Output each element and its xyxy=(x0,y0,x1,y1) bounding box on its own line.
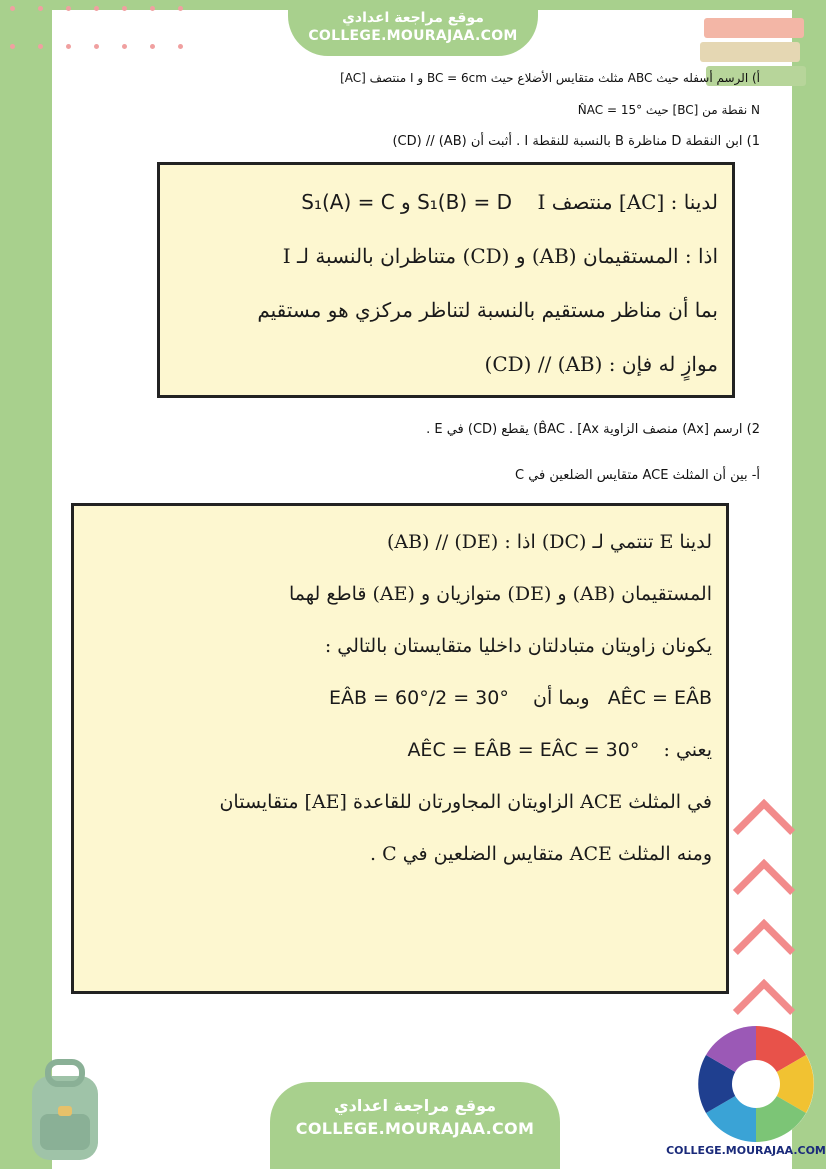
frame-right xyxy=(792,0,826,1169)
answer2-line-6: في المثلث ACE الزاويتان المجاورتان للقاعدة [AE] متقايستان xyxy=(219,791,712,813)
answer2-line-5-math: AÊC = EÂB = EÂC = 30° xyxy=(407,739,640,761)
question-2: 2) ارسم [Ax) منصف الزاوية B̂AC . [Ax) يقطع (CD) في E . xyxy=(426,422,760,437)
question-1: 1) ابن النقطة D مناظرة B بالنسبة للنقطة I . أثبت أن (AB) // (CD) xyxy=(392,134,760,149)
header-site-name: موقع مراجعة اعدادي xyxy=(342,10,484,26)
page-corner xyxy=(52,1004,192,1064)
answer1-line-1-math: S₁(A) = C و S₁(B) = D xyxy=(301,190,512,214)
answer1-line-1-text: لدينا : [AC] منتصف I xyxy=(537,190,718,214)
answer1-line-4: موازٍ له فإن : (AB) // (CD) xyxy=(484,352,718,376)
answer2-line-4-text: وبما أن xyxy=(533,687,590,709)
answer1-line-1 xyxy=(174,175,718,229)
logo-caption: COLLEGE.MOURAJAA.COM xyxy=(666,1144,826,1157)
answer2-line-7: ومنه المثلث ACE متقايس الضلعين في C . xyxy=(370,843,712,865)
answer1-line-3: بما أن مناظر مستقيم بالنسبة لتناظر مركزي هو مستقيم xyxy=(257,298,718,322)
answer2-line-4-math: EÂB = 60°/2 = 30° xyxy=(328,687,509,709)
footer-site-name: موقع مراجعة اعدادي xyxy=(333,1096,497,1115)
school-logo-icon xyxy=(696,1024,816,1144)
answer2-line-4-math2: AÊC = EÂB xyxy=(607,687,712,709)
answer2-line-2: المستقيمان (AB) و (DE) متوازيان و (AE) قاطع لهما xyxy=(288,583,712,605)
answer2-line-5 xyxy=(88,724,712,776)
answer-box-1 xyxy=(157,162,735,398)
question-2a: أ- بين أن المثلث ACE متقايس الضلعين في C xyxy=(515,468,760,483)
answer-box-2 xyxy=(71,503,729,994)
answer2-line-3: يكونان زاويتان متبادلتان داخليا متقايستان بالتالي : xyxy=(324,635,712,657)
decorative-chevrons xyxy=(734,790,794,1040)
footer-site-url[interactable]: COLLEGE.MOURAJAA.COM xyxy=(295,1119,535,1138)
frame-left xyxy=(0,0,52,1169)
exercise-line-1: أ) الرسم أسفله حيث ABC مثلث متقايس الأضلاع حيث BC = 6cm و I منتصف [AC] xyxy=(340,71,760,85)
answer1-line-2: اذا : المستقيمان (AB) و (CD) متناظران بالنسبة لـ I xyxy=(282,244,718,268)
answer2-line-1: لدينا E تنتمي لـ (DC) اذا : (DE) // (AB) xyxy=(386,531,712,553)
exercise-line-2: N نقطة من [BC] حيث N̂AC = 15° xyxy=(577,103,760,117)
answer2-line-4 xyxy=(88,672,712,724)
footer-banner xyxy=(270,1082,560,1169)
decorative-dots xyxy=(10,6,200,52)
backpack-icon xyxy=(14,1056,114,1166)
header-site-url[interactable]: COLLEGE.MOURAJAA.COM xyxy=(308,28,518,44)
answer2-line-5-text: يعني : xyxy=(663,739,712,761)
header-banner xyxy=(288,0,538,56)
